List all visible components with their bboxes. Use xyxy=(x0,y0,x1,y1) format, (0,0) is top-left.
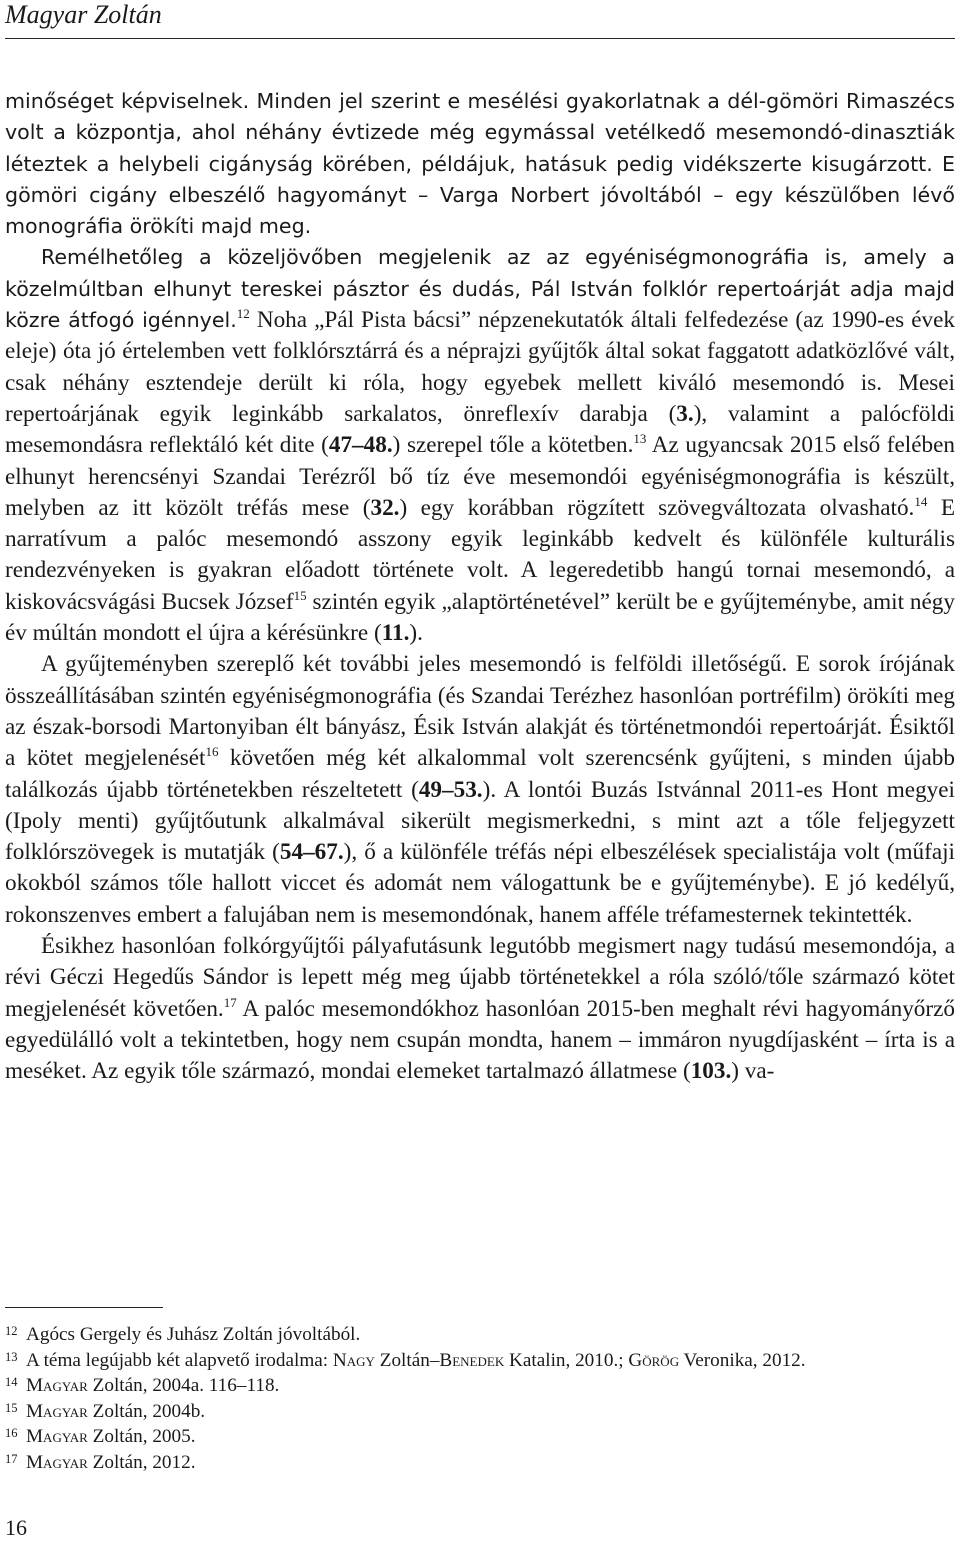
footnote-marker-17[interactable]: 17 xyxy=(223,994,237,1010)
body-text xyxy=(5,86,955,1088)
paragraph-2-text-b: Noha „Pál Pista bácsi” népzenekutatók általi felfedezése (az 1990-es évek eleje) óta jó értelemben vett folklórsztárrá és a néprajzi gyűjtők által sokat faggatott adatközlővé vált, csak néhány esztendeje derült ki róla, hogy egyebek mellett kiváló mesemondó is. Mesei repertoárjának egyik leginkább sarkalatos, önreflexív darabja ( xyxy=(5,307,955,427)
paragraph-1 xyxy=(5,86,955,242)
footnote-marker-12[interactable]: 12 xyxy=(236,306,250,322)
author-surname: Nagy xyxy=(332,1349,375,1371)
tale-reference: 49–53. xyxy=(418,776,483,803)
tale-reference: 103. xyxy=(690,1058,732,1085)
paragraph-1-text: minőséget képviselnek. Minden jel szerint e mesélési gyakorlatnak a dél-gömöri Rimaszécs volt a központja, ahol néhány évtizede még egymással vetélkedő mesemondó-dinasztiák léteztek a helybeli cigányság körében, példájuk, hatásuk pedig vidékszerte kisugárzott. E gömöri cigány elbeszélő hagyományt – Varga Norbert jóvoltából – egy készülőben lévő monográfia örökíti majd meg. xyxy=(5,89,955,239)
footnotes xyxy=(5,1322,955,1475)
footnote-number: 13 xyxy=(5,1349,18,1364)
footnote-text: Agócs Gergely és Juhász Zoltán jóvoltából. xyxy=(26,1324,361,1345)
footnote-17 xyxy=(5,1450,955,1476)
footnote-text: Zoltán, 2012. xyxy=(87,1451,196,1473)
paragraph-3 xyxy=(5,649,955,931)
footnote-number: 12 xyxy=(5,1324,18,1338)
page-number: 16 xyxy=(5,1515,27,1540)
paragraph-2-text-d: ) szerepel tőle a kötetben. xyxy=(392,432,634,459)
footnote-marker-16[interactable]: 16 xyxy=(205,744,219,760)
footnote-marker-15[interactable]: 15 xyxy=(293,587,307,603)
author-surname: Benedek xyxy=(439,1349,505,1371)
paragraph-4-text-a: Ésikhez hasonlóan folkórgyűjtői pályafutásunk legutóbb megismert nagy tudású mesemondója, a révi Géczi Hegedűs Sándor is lepett még meg újabb történetekkel a róla szóló/tőle származó kötet megjelenését követően. xyxy=(5,933,955,1022)
running-head: Magyar Zoltán xyxy=(5,0,162,29)
author-surname: Magyar xyxy=(26,1375,88,1396)
footnote-text: Zoltán, 2004a. 116–118. xyxy=(87,1375,280,1396)
paragraph-3-text-c: ). A lontói Buzás Istvánnal 2011-es Hont megyei (Ipoly menti) gyűjtőutunk alkalmával sikerült megismerkedni, s mint azt a tőle feljegyzett folklórszövegek is mutatják ( xyxy=(5,776,955,866)
footnote-text: A téma legújabb két alapvető irodalma: xyxy=(26,1349,333,1371)
tale-reference: 11. xyxy=(381,620,410,647)
footnote-text: Veronika, 2012. xyxy=(679,1349,806,1371)
footnote-15 xyxy=(5,1399,955,1425)
paragraph-3-text-a: A gyűjteményben szereplő két további jeles mesemondó is felföldi illetőségű. E sorok írójának összeállításában szintén egyéniségmonográfia (és Szandai Terézhez hasonlóan portréfilm) örökíti meg az észak-borsodi Martonyiban élt bányász, Ésik István alakját és történetmondói repertoárját. Ésiktől a kötet megjelenését xyxy=(5,651,955,772)
paragraph-2 xyxy=(5,242,955,649)
footnote-12 xyxy=(5,1322,955,1348)
footnote-number: 17 xyxy=(5,1451,18,1466)
footnote-text: Zoltán– xyxy=(374,1349,440,1371)
paragraph-3-text-b: követően még két alkalommal volt szerencsénk gyűjteni, s minden újabb találkozás újabb történetekben részeltetett ( xyxy=(5,745,955,803)
header-rule xyxy=(5,38,955,39)
footnote-marker-13[interactable]: 13 xyxy=(633,431,647,447)
paragraph-4 xyxy=(5,931,955,1087)
paragraph-4-text-b: A palóc mesemondókhoz hasonlóan 2015-ben meghalt révi hagyományőrző egyedülálló volt a tekintetben, hogy nem csupán mondta, hanem – immáron nyugdíjasként – írta is a meséket. Az egyik tőle származó, mondai elemeket tartalmazó állatmese ( xyxy=(5,995,956,1085)
author-surname: Magyar xyxy=(26,1451,88,1473)
footnote-number: 14 xyxy=(5,1375,18,1389)
paragraph-2-text-f: ) egy korábban rögzített szövegváltozata olvasható. xyxy=(399,494,915,521)
footnote-marker-14[interactable]: 14 xyxy=(914,493,928,509)
tale-reference: 3. xyxy=(676,400,694,427)
footnote-number: 15 xyxy=(5,1400,18,1415)
tale-reference: 54–67. xyxy=(279,839,344,866)
author-surname: Magyar xyxy=(26,1426,88,1447)
tale-reference: 32. xyxy=(370,494,400,521)
paragraph-3-text-d: ), ő a különféle tréfás népi elbeszélések specialistája volt (műfaji okokból számos tőle hallott viccet és adomát nem válogattunk be e gyűjteménybe). E jó kedélyű, rokonszenves embert a falujában nem is mesemondónak, hanem afféle tréfamesternek tekintették. xyxy=(5,839,955,928)
footnote-number: 16 xyxy=(5,1426,18,1440)
paragraph-2-text-c: ), valamint a palócföldi mesemondásra reflektáló két dite ( xyxy=(5,400,955,459)
footnote-14 xyxy=(5,1373,955,1399)
tale-reference: 47–48. xyxy=(328,432,393,459)
footnote-text: Zoltán, 2004b. xyxy=(87,1400,206,1422)
footnote-text: Zoltán, 2005. xyxy=(87,1426,196,1447)
footnote-16 xyxy=(5,1424,955,1450)
footnote-13 xyxy=(5,1348,955,1374)
author-surname: Magyar xyxy=(26,1400,88,1422)
paragraph-2-text-e: Az ugyancsak 2015 első felében elhunyt herencsényi Szandai Terézről bő tíz éve mesemondói egyéniségmonográfia is készült, melyben az itt közölt tréfás mese ( xyxy=(5,432,955,521)
paragraph-2-text-a: Remélhetőleg a közeljövőben megjelenik az az egyéniségmonográfia is, amely a közelmúltban elhunyt tereskei pásztor és dudás, Pál István folklór repertoárját adja majd közre átfogó igénnyel. xyxy=(5,245,955,333)
author-surname: Görög xyxy=(628,1349,680,1371)
footnote-text: Katalin, 2010.; xyxy=(504,1349,629,1371)
paragraph-2-text-h: szintén egyik „alaptörténetével” került be e gyűjteménybe, amit négy év múltán mondott el újra a kérésünkre ( xyxy=(5,588,955,647)
footnote-rule xyxy=(5,1307,163,1308)
paragraph-2-text-g: E narratívum a palóc mesemondó asszony egyik leginkább kedvelt és különféle kulturális rendezvényeken is gyakran előadott története volt. A legeredetibb hangú tornai mesemondó, a kiskovácsvágási Bucsek József xyxy=(5,494,955,615)
paragraph-4-text-c: ) va- xyxy=(731,1058,775,1085)
paragraph-2-text-i: ). xyxy=(409,620,423,647)
